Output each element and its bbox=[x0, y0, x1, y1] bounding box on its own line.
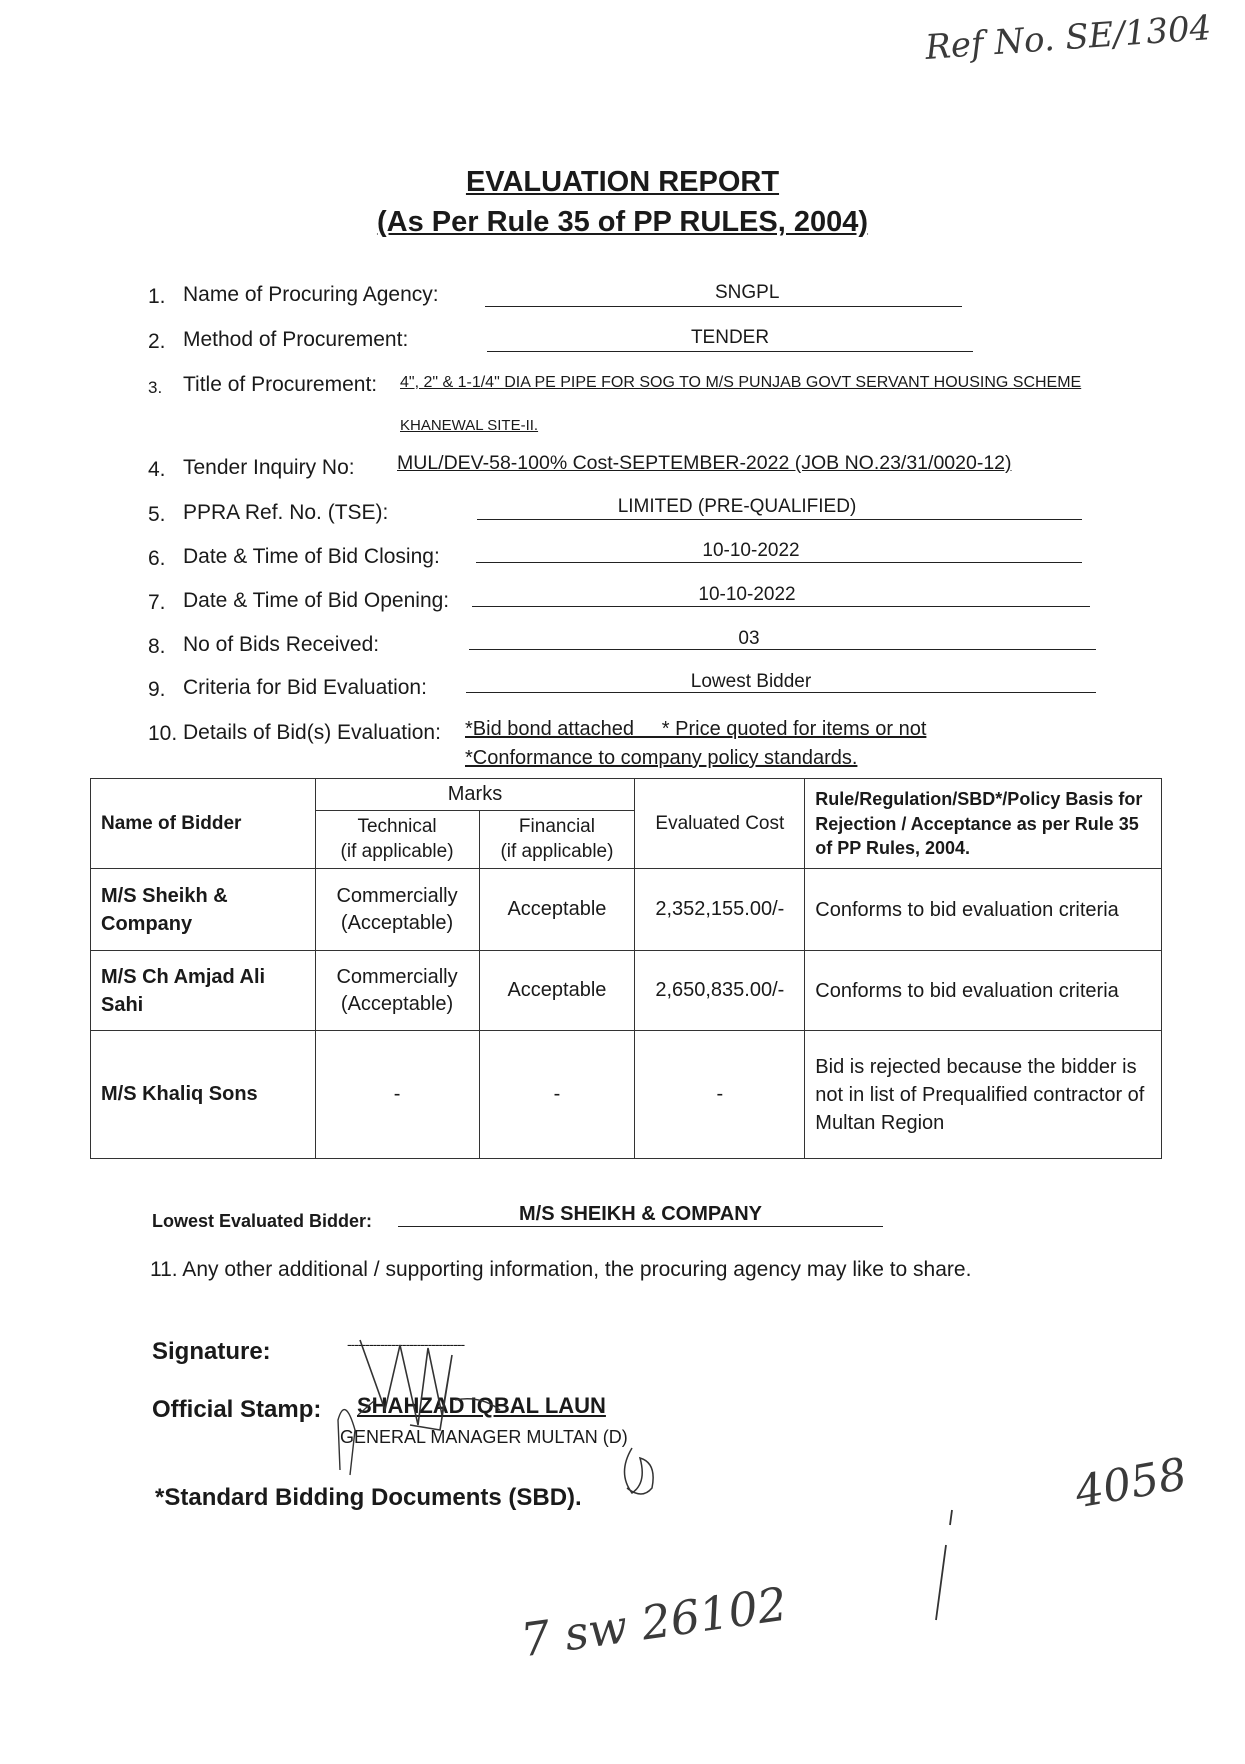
underline bbox=[485, 306, 962, 307]
item-label-criteria: Criteria for Bid Evaluation: bbox=[183, 676, 427, 699]
underline bbox=[487, 351, 973, 352]
underline bbox=[477, 519, 1082, 520]
item-value-inquiry: MUL/DEV-58-100% Cost-SEPTEMBER-2022 (JOB NO.23/31/0020-12) bbox=[397, 452, 1012, 474]
item-label-ppra: PPRA Ref. No. (TSE): bbox=[183, 501, 389, 524]
table-row bbox=[91, 1031, 1162, 1159]
table-row bbox=[91, 951, 1162, 1031]
footnote: *Standard Bidding Documents (SBD). bbox=[155, 1484, 582, 1511]
bidder-name: M/S Ch Amjad Ali Sahi bbox=[91, 951, 316, 1031]
item-value-title: 4", 2" & 1-1/4" DIA PE PIPE FOR SOG TO M/S PUNJAB GOVT SERVANT HOUSING SCHEME bbox=[400, 374, 1082, 391]
item-number: 6. bbox=[148, 547, 166, 570]
item-number: 5. bbox=[148, 503, 166, 526]
item-value-ppra: LIMITED (PRE-QUALIFIED) bbox=[617, 496, 857, 517]
header-technical-sub: (if applicable) bbox=[340, 840, 454, 862]
item-value-agency: SNGPL bbox=[715, 282, 780, 303]
item-number: 1. bbox=[148, 285, 166, 308]
item-number: 3. bbox=[148, 378, 163, 397]
header-cost: Evaluated Cost bbox=[635, 779, 805, 869]
header-technical-label: Technical bbox=[357, 816, 437, 837]
item-label-opening: Date & Time of Bid Opening: bbox=[183, 589, 450, 612]
underline bbox=[398, 1226, 883, 1227]
evaluated-cost: - bbox=[635, 1031, 805, 1159]
signature-label: Signature: bbox=[152, 1338, 271, 1365]
evaluated-cost: 2,352,155.00/- bbox=[635, 869, 805, 951]
item-label-method: Method of Procurement: bbox=[183, 328, 409, 351]
header-name: Name of Bidder bbox=[91, 779, 316, 869]
handwritten-note-bottom: 7 sw 26102 bbox=[517, 1576, 791, 1668]
item-value-criteria: Lowest Bidder bbox=[690, 671, 812, 692]
handwritten-note-right: 4058 bbox=[1071, 1448, 1191, 1519]
item-label-inquiry: Tender Inquiry No: bbox=[183, 456, 355, 479]
bidder-name: M/S Khaliq Sons bbox=[91, 1031, 316, 1159]
stamp-name: SHAHZAD IQBAL LAUN bbox=[357, 1393, 606, 1418]
item-value-details: *Bid bond attached * Price quoted for items or not bbox=[465, 718, 927, 740]
financial-mark: Acceptable bbox=[479, 869, 635, 951]
header-technical bbox=[315, 811, 479, 869]
stamp-title: GENERAL MANAGER MULTAN (D) bbox=[340, 1427, 628, 1447]
header-financial-sub: (if applicable) bbox=[500, 840, 614, 862]
basis-text: Bid is rejected because the bidder is not in list of Prequalified contractor of Multan Region bbox=[805, 1031, 1162, 1159]
lowest-bidder-value: M/S SHEIKH & COMPANY bbox=[519, 1203, 762, 1225]
item-number: 9. bbox=[148, 678, 166, 701]
item-value-title-line2: KHANEWAL SITE-II. bbox=[400, 417, 539, 434]
basis-text: Conforms to bid evaluation criteria bbox=[805, 869, 1162, 951]
lowest-bidder-label: Lowest Evaluated Bidder: bbox=[152, 1211, 373, 1231]
technical-mark: Commercially (Acceptable) bbox=[315, 951, 479, 1031]
initials-scribble bbox=[612, 1438, 672, 1508]
item-value-closing: 10-10-2022 bbox=[702, 540, 800, 561]
report-subtitle: (As Per Rule 35 of PP RULES, 2004) bbox=[376, 206, 869, 238]
underline bbox=[472, 606, 1090, 607]
bidder-name: M/S Sheikh & Company bbox=[91, 869, 316, 951]
signature-scribble bbox=[330, 1300, 530, 1480]
signature-line: -------------------------------- bbox=[347, 1336, 465, 1352]
item-value-method: TENDER bbox=[690, 327, 770, 348]
handwritten-slash bbox=[930, 1505, 960, 1625]
item-number: 8. bbox=[148, 635, 166, 658]
technical-mark: Commercially (Acceptable) bbox=[315, 869, 479, 951]
technical-mark: - bbox=[315, 1031, 479, 1159]
financial-mark: Acceptable bbox=[479, 951, 635, 1031]
underline bbox=[476, 562, 1082, 563]
header-basis: Rule/Regulation/SBD*/Policy Basis for Rejection / Acceptance as per Rule 35 of PP Rules, 2004. bbox=[805, 779, 1162, 869]
financial-mark: - bbox=[479, 1031, 635, 1159]
report-title: EVALUATION REPORT bbox=[465, 166, 780, 198]
item-label-closing: Date & Time of Bid Closing: bbox=[183, 545, 440, 568]
item-label-bids: No of Bids Received: bbox=[183, 633, 380, 656]
item-11: 11. Any other additional / supporting information, the procuring agency may like to share. bbox=[150, 1258, 972, 1281]
item-label-agency: Name of Procuring Agency: bbox=[183, 283, 439, 306]
item-number: 2. bbox=[148, 330, 166, 353]
table-row bbox=[91, 869, 1162, 951]
item-label-title: Title of Procurement: bbox=[183, 373, 378, 396]
item-value-opening: 10-10-2022 bbox=[698, 584, 796, 605]
basis-text: Conforms to bid evaluation criteria bbox=[805, 951, 1162, 1031]
item-value-details-line2: *Conformance to company policy standards. bbox=[465, 747, 858, 769]
item-label-details: Details of Bid(s) Evaluation: bbox=[183, 721, 441, 744]
handwritten-reference: Ref No. SE/1304 bbox=[923, 8, 1213, 68]
item-number: 4. bbox=[148, 458, 166, 481]
evaluation-table bbox=[90, 778, 1162, 1159]
item-number: 7. bbox=[148, 591, 166, 614]
item-number: 10. bbox=[148, 722, 178, 745]
header-financial-label: Financial bbox=[518, 816, 595, 837]
evaluated-cost: 2,650,835.00/- bbox=[635, 951, 805, 1031]
stamp-label: Official Stamp: bbox=[152, 1396, 322, 1423]
item-value-bids: 03 bbox=[738, 628, 760, 649]
header-financial bbox=[479, 811, 635, 869]
header-marks: Marks bbox=[315, 779, 635, 811]
